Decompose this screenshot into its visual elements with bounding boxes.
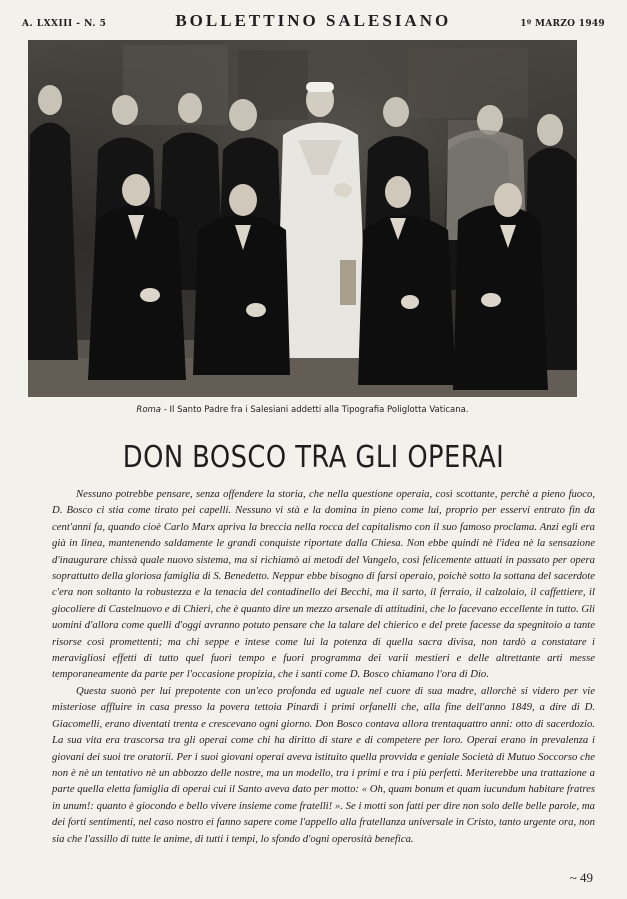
article-headline: DON BOSCO TRA GLI OPERAI [122,440,505,475]
photo-illustration [28,40,577,397]
issue-date: 1º MARZO 1949 [520,19,605,29]
article-body [52,486,595,847]
caption-text: - Il Santo Padre fra i Salesiani addetti alla Tipografia Poliglotta Vaticana. [161,405,469,415]
issue-number: A. LXXIII - N. 5 [22,19,107,29]
masthead [22,11,605,31]
paragraph: Nessuno potrebbe pensare, senza offendere la storia, che nella questione operaia, così scottante, perchè a pieno fuoco, D. Bosco ci stia come tirato pei capelli. Nessuno vi stà e la domina in pieno come lui, proprio per esservi entrato fin da cent'anni fa, quando cioè Carlo Marx apriva la breccia nella rocca del capitalismo con il suo famoso proclama. Anzi egli era già in linea, mantenendo saldamente le grandi conquiste riportate dalla Chiesa. Non ebbe quindi nè l'idea nè la sensazione d'inaugurare chissà quale nuovo sistema, ma si richiamò ai metodi del Vangelo, così felicemente attuati in passato per opera soprattutto della gloriosa famiglia di S. Benedetto. Neppur ebbe bisogno di farsi operaio, poichè sotto la sottana del sacerdote c'era non soltanto la robustezza e la tenacia del contadinello dei Becchi, ma il sarto, il ferraio, il calzolaio, il caffettiere, il giocoliere di Castelnuovo e di Chieri, che è quanto dire un mezzo arsenale di attitudini, che lo facevano eccellente in tutto. Gli uomini d'allora come quelli d'oggi avranno potuto pensare che la talare del chierico e del prete facesse da spegnitoio a tante risorse così promettenti; ma chi seppe e intese come lui la potenza di quella sacra divisa, non tardò a constatare i meravigliosi effetti di tutto quel fuori tempo e fuori programma dei varii mestieri e delle altrettante arti messe temporaneamente da parte per l'occasione propizia, che i santi come D. Bosco chiamano l'ora di Dio. [52,488,595,681]
paragraph: Questa suonò per lui prepotente con un'eco profonda ed uguale nel cuore di sua madre, allorchè si videro per vie misteriose affluire in casa presso la povera tettoia Pinardi i primi orfanelli che, alla fine dell'anno 1849, a dire di D. Giacomelli, erano diventati trenta e crescevano ogni giorno. Don Bosco contava allora trentaquattro anni: otto di sacerdozio. La sua vita era trascorsa tra gli operai come chi ha diritto di stare e di competere per loro. Operai erano in prevalenza i giovani dei suoi tre oratorii. Per i suoi giovani operai aveva istituito quella provvida e geniale Società di Mutuo Soccorso che non è nè un tentativo nè un abbozzo delle nostre, ma un modello, tra i primi e tra i più perfetti. Meriterebbe una trattazione a parte quella eletta famiglia di operai cui il Santo aveva dato per motto: « Oh, quam bonum et quam iucundum habitare fratres in unum!: quanto è giocondo e bello vivere insieme come fratelli! ». Se i motti son fatti per dire non solo delle belle parole, ma dei forti sentimenti, nel caso nostro ei fanno sapere come l'appello alla fratellanza universale in Cristo, tanto urgente ora, non sia che l'assillo di tutte le anime, di tutti i tempi, lo sfondo d'ogni operosità benefica. [52,684,595,845]
page-number: ~ 49 [569,870,593,885]
group-photograph [28,40,577,397]
publication-title: BOLLETTINO SALESIANO [175,11,452,30]
caption-place: Roma [136,405,162,415]
photo-caption [28,405,577,415]
